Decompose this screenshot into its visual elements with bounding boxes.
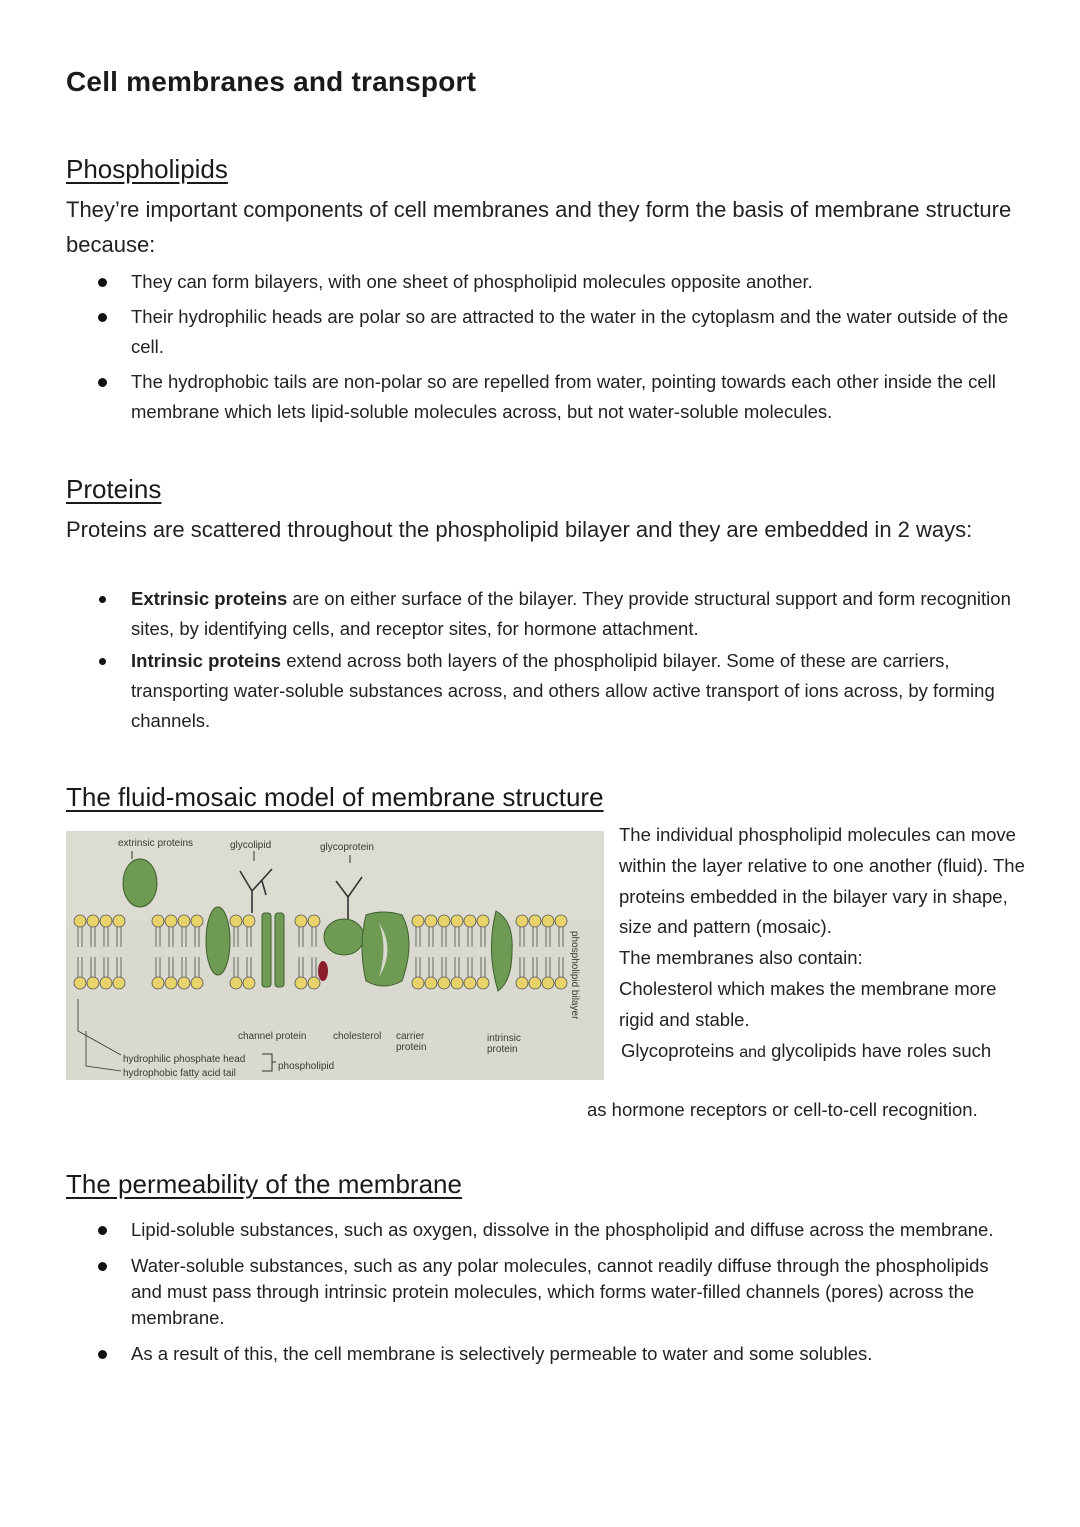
phospholipid-head bbox=[113, 977, 125, 989]
intrinsic-protein-left bbox=[206, 907, 230, 975]
phospholipid-head bbox=[477, 915, 489, 927]
and-word: and bbox=[739, 1043, 766, 1061]
membrane-diagram bbox=[66, 831, 604, 1080]
list-item bbox=[90, 646, 1020, 736]
list-item: As a result of this, the cell membrane is selectively permeable to water and some solubles. bbox=[90, 1341, 1020, 1367]
glycoproteins-word: Glycoproteins bbox=[621, 1039, 735, 1061]
phospholipid-head bbox=[243, 915, 255, 927]
proteins-intro: Proteins are scattered throughout the phospholipid bilayer and they are embedded in 2 ways: bbox=[66, 517, 973, 542]
label-carrier: carrier bbox=[396, 1031, 425, 1042]
phospholipid-head bbox=[178, 977, 190, 989]
phospholipid-head bbox=[516, 977, 528, 989]
phospholipid-head bbox=[178, 915, 190, 927]
explanation-cholesterol: Cholesterol which makes the membrane more rigid and stable. bbox=[619, 977, 997, 1030]
list-item: Lipid-soluble substances, such as oxygen, dissolve in the phospholipid and diffuse across the membrane. bbox=[90, 1217, 1020, 1243]
phospholipid-head bbox=[412, 915, 424, 927]
phospholipid-head bbox=[243, 977, 255, 989]
phospholipid-head bbox=[542, 915, 554, 927]
proteins-list bbox=[90, 584, 1020, 736]
phospholipid-head bbox=[529, 977, 541, 989]
explanation-fluid-mosaic: The individual phospholipid molecules can move within the layer relative to one another (fluid). The proteins embedded in the bilayer vary in shape, size and pattern (mosaic). bbox=[619, 824, 1025, 938]
extrinsic-protein bbox=[123, 859, 157, 907]
phospholipid-head bbox=[152, 915, 164, 927]
phospholipids-heading: Phospholipids bbox=[66, 154, 228, 184]
channel-protein-left bbox=[262, 913, 271, 987]
glycoprotein-body bbox=[324, 919, 364, 955]
phospholipid-head bbox=[542, 977, 554, 989]
phospholipid-head bbox=[295, 977, 307, 989]
cholesterol bbox=[318, 961, 328, 981]
label-phospholipid-bilayer: phospholipid bilayer bbox=[569, 931, 580, 1020]
phospholipid-head bbox=[165, 977, 177, 989]
phospholipid-head bbox=[74, 915, 86, 927]
label-cholesterol: cholesterol bbox=[333, 1031, 382, 1042]
page-title: Cell membranes and transport bbox=[66, 66, 477, 97]
phospholipid-head bbox=[412, 977, 424, 989]
phospholipid-head bbox=[477, 977, 489, 989]
phospholipid-head bbox=[308, 977, 320, 989]
list-item: Their hydrophilic heads are polar so are attracted to the water in the cytoplasm and the water outside of the cell. bbox=[90, 302, 1020, 362]
label-hydrophobic-tail: hydrophobic fatty acid tail bbox=[123, 1068, 236, 1079]
phospholipid-head bbox=[425, 915, 437, 927]
channel-protein-right bbox=[275, 913, 284, 987]
phospholipid-head bbox=[191, 915, 203, 927]
label-channel-protein: channel protein bbox=[238, 1031, 307, 1042]
phospholipid-head bbox=[451, 915, 463, 927]
phospholipid-head bbox=[230, 915, 242, 927]
explanation-glyco bbox=[621, 1036, 1029, 1069]
phospholipid-head bbox=[438, 977, 450, 989]
list-item: The hydrophobic tails are non-polar so are repelled from water, pointing towards each other inside the cell membrane which lets lipid-soluble molecules across, but not water-soluble molecules. bbox=[90, 367, 1020, 427]
phospholipid-head bbox=[464, 915, 476, 927]
phospholipids-list bbox=[90, 267, 1020, 427]
list-item: Water-soluble substances, such as any polar molecules, cannot readily diffuse through the phospholipids and must pass through intrinsic protein molecules, which forms water-filled channels (pores) across the membrane. bbox=[90, 1253, 1020, 1331]
label-phospholipid: phospholipid bbox=[278, 1061, 335, 1072]
phospholipid-head bbox=[191, 977, 203, 989]
label-glycolipid: glycolipid bbox=[230, 840, 272, 851]
phospholipid-head bbox=[425, 977, 437, 989]
phospholipid-head bbox=[100, 915, 112, 927]
permeability-list bbox=[90, 1217, 1020, 1367]
phospholipid-head bbox=[152, 977, 164, 989]
phospholipid-head bbox=[451, 977, 463, 989]
label-intrinsic-protein: protein bbox=[487, 1044, 518, 1055]
phospholipid-head bbox=[74, 977, 86, 989]
intrinsic-term: Intrinsic proteins bbox=[131, 650, 282, 671]
phospholipid-head bbox=[87, 915, 99, 927]
phospholipid-head bbox=[100, 977, 112, 989]
phospholipids-intro: They’re important components of cell membranes and they form the basis of membrane structure because: bbox=[66, 197, 1012, 257]
phospholipid-head bbox=[87, 977, 99, 989]
phospholipid-head bbox=[165, 915, 177, 927]
explanation-also-contain: The membranes also contain: bbox=[619, 947, 863, 969]
label-extrinsic-proteins: extrinsic proteins bbox=[118, 838, 194, 849]
phospholipid-head bbox=[230, 977, 242, 989]
phospholipid-head bbox=[529, 915, 541, 927]
fluid-mosaic-heading: The fluid-mosaic model of membrane structure bbox=[66, 782, 604, 812]
label-hydrophilic-head: hydrophilic phosphate head bbox=[123, 1054, 246, 1065]
phospholipid-head bbox=[555, 915, 567, 927]
explanation-glyco-continued: as hormone receptors or cell-to-cell recognition. bbox=[587, 1099, 978, 1120]
phospholipid-head bbox=[295, 915, 307, 927]
phospholipid-head bbox=[464, 977, 476, 989]
phospholipid-head bbox=[113, 915, 125, 927]
phospholipid-head bbox=[308, 915, 320, 927]
list-item bbox=[90, 584, 1020, 644]
label-glycoprotein: glycoprotein bbox=[320, 842, 374, 853]
extrinsic-text: are on either surface of the bilayer. They provide structural support and form recognition sites, by identifying cells, and receptor sites, for hormone attachment. bbox=[131, 588, 1011, 639]
label-carrier-protein: protein bbox=[396, 1042, 427, 1053]
phospholipid-head bbox=[438, 915, 450, 927]
glycolipids-text: glycolipids have roles such bbox=[771, 1039, 992, 1061]
extrinsic-term: Extrinsic proteins bbox=[131, 588, 288, 609]
list-item: They can form bilayers, with one sheet of phospholipid molecules opposite another. bbox=[90, 267, 1020, 297]
proteins-heading: Proteins bbox=[66, 474, 162, 504]
phospholipid-head bbox=[555, 977, 567, 989]
permeability-heading: The permeability of the membrane bbox=[66, 1169, 462, 1199]
intrinsic-text: extend across both layers of the phospholipid bilayer. Some of these are carriers, transporting water-soluble substances across, and others allow active transport of ions across, by forming channels. bbox=[131, 650, 995, 731]
phospholipid-head bbox=[516, 915, 528, 927]
label-intrinsic: intrinsic bbox=[487, 1033, 521, 1044]
fluid-mosaic-explanation bbox=[619, 820, 1029, 1068]
